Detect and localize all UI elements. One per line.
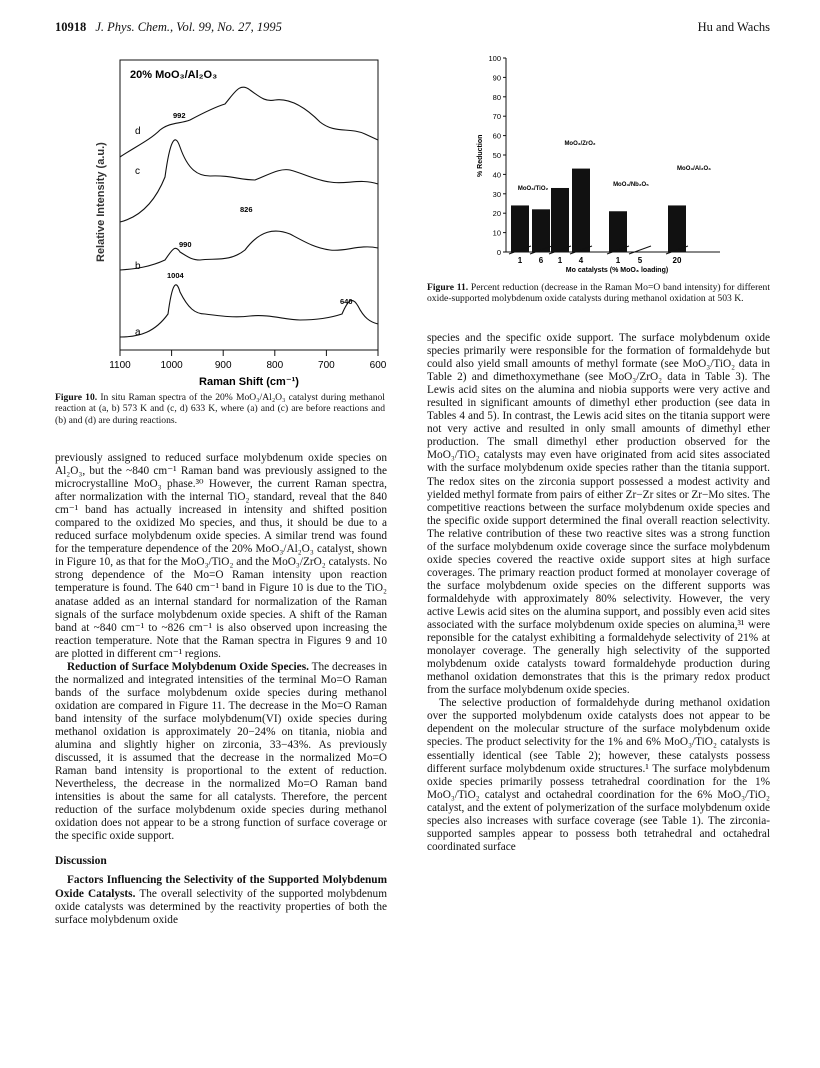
left-column bbox=[55, 452, 387, 927]
y-tick-label-10: 10 bbox=[492, 228, 501, 238]
group-label-1: MoO₃/TiO₂ bbox=[517, 186, 549, 192]
x-tick-900: 900 bbox=[214, 360, 232, 371]
x-tick-label-5: 1 bbox=[615, 256, 621, 265]
y-tick-label-0: 0 bbox=[496, 248, 501, 257]
x-tick-1100: 1100 bbox=[109, 360, 131, 371]
y-tick-label-20: 20 bbox=[492, 209, 501, 219]
figure-11-caption-label: Figure 11. bbox=[427, 282, 469, 293]
sample-label: 20% MoO₃/Al₂O₃ bbox=[130, 69, 218, 81]
y-tick-label-100: 100 bbox=[488, 54, 501, 63]
x-tick-label-1: 1 bbox=[517, 256, 523, 265]
y-tick-label-40: 40 bbox=[492, 170, 501, 180]
raman-spectra-plot bbox=[80, 52, 390, 392]
figure-10-caption-label: Figure 10. bbox=[55, 392, 98, 403]
running-header bbox=[55, 20, 770, 38]
spectrum-trace-a bbox=[120, 285, 378, 337]
y-tick-label-30: 30 bbox=[492, 189, 501, 199]
x-tick-label-2: 6 bbox=[538, 256, 544, 265]
journal-citation: J. Phys. Chem., Vol. 99, No. 27, 1995 bbox=[95, 20, 282, 34]
trace-label-b: b bbox=[135, 261, 141, 272]
figure-11-caption bbox=[427, 282, 770, 305]
left-paragraph-1: previously assigned to reduced surface molybdenum oxide species on Al₂O₃, but the ~840 cm⁻¹ Raman band was previously assigned to the microcrystalline MoO₃ phase.³⁰ However, the current Raman spectra, after normalization with the internal TiO₂ standard, reveal that the 840 cm⁻¹ band has actually increased in intensity and shifted position compared to the oxidized Mo species, and thus, it should be due to a reduced surface molybdenum oxide species. A similar trend was found for the temperature dependence of the 20% MoO₃/Al₂O₃ catalyst, shown in Figure 10, as that for the MoO₃/TiO₂ and the MoO₃/ZrO₂ catalysts. No strong dependence of the Mo=O Raman intensity upon reaction temperature is found. The 640 cm⁻¹ band in Figure 10 is due to the TiO₂ anatase added as an internal standard for normalization of the Raman signals of the surface molybdenum oxide species. A shift of the Raman band at ~840 cm⁻¹ to ~826 cm⁻¹ is also observed upon increasing the reaction temperature. Note that the Raman spectra in Figures 9 and 10 are plotted in different cm⁻¹ regions. bbox=[55, 452, 387, 660]
authors: Hu and Wachs bbox=[697, 20, 770, 34]
chart-x-axis-label: Mo catalysts (% MoO₃ loading) bbox=[565, 267, 669, 274]
right-paragraph-1: species and the specific oxide support. The surface molybdenum oxide species primarily were responsible for the formation of formaldehyde but could also yield small amounts of methyl formate (see MoO₃/TiO₂ data in Table 2) and dimethoxymethane (see MoO₃/ZrO₂ data in Table 3). The Lewis acid sites on the alumina and niobia supports were very active and resulted in significant amounts of dimethyl ether production (see data in Tables 4 and 5). In contrast, the Lewis acid sites on the titania support were not very active and resulted in only small amounts of dimethyl ether production. The small dimethyl ether production observed for the MoO₃/TiO₂ catalysts may even have originated from acid sites associated with the surface molybdenum oxide species rather than the titania support. The redox sites on the zirconia support possessed a modest activity and yielded methyl formate from pairs of either Zr−Zr sites or Zr−Mo sites. The competitive reactions between the surface molybdenum oxide species and the specific oxide support determined the final overall reaction selectivity. The relative contribution of these two reactive sites was a strong function of the surface molybdenum oxide coverage since the surface molybdenum oxide species covered the reactive oxide support sites at high surface coverages. The primary reaction product formed at monolayer coverage of the surface molybdenum oxide species on the different supports was formaldehyde with approximately 80% selectivity. However, the very active Lewis acid sites on the alumina support, and possibly even acid sites associated with the surface molybdenum oxide species on alumina,³¹ were reponsible for the catalyst exhibiting a formaldehyde selectivity of 21% at monolayer coverage. The generally high selectivity of the supported molybdenum oxide catalysts toward formaldehyde production during methanol oxidation demonstrates that this is the primary redox product from the surface molybdenum oxide species. bbox=[427, 332, 770, 697]
y-tick-label-50: 50 bbox=[492, 151, 501, 160]
x-axis-label: Raman Shift (cm⁻¹) bbox=[199, 376, 299, 388]
x-tick-600: 600 bbox=[369, 360, 387, 371]
peak-label-640: 640 bbox=[340, 297, 353, 306]
bar-4 bbox=[572, 169, 590, 252]
y-tick-label-60: 60 bbox=[492, 131, 501, 141]
x-tick-700: 700 bbox=[318, 360, 335, 371]
y-tick-label-80: 80 bbox=[492, 92, 501, 102]
bar-7 bbox=[668, 205, 686, 252]
group-label-2: MoO₃/ZrO₂ bbox=[564, 141, 596, 147]
page-number: 10918 bbox=[55, 20, 87, 34]
group-label-4: MoO₃/Al₂O₃ bbox=[677, 166, 711, 172]
figure-10 bbox=[80, 52, 390, 392]
peak-label-1004: 1004 bbox=[167, 271, 184, 280]
chart-y-axis-label: % Reduction bbox=[477, 134, 484, 177]
right-paragraph-2: The selective production of formaldehyde during methanol oxidation over the supported molybdenum oxide catalysts does not appear to be dependent on the molecular structure of the surface molybdenum oxide species. The product selectivity for the 1% and 6% MoO₃/TiO₂ catalysts is essentially identical (see Table 2); however, these catalysts possess different surface molybdenum oxide structures.¹ The surface molybdenum oxide species primarily possess tetrahedral coordination for the 1% MoO₃/TiO₂ catalyst and octahedral coordination for the 6% MoO₃/TiO₂ catalyst, and the extent of polymerization of the surface molybdenum oxide species also increases with surface coverage (see Table 1). The zirconia-supported samples appear to possess both tetrahedral and octahedral coordinated surface bbox=[427, 697, 770, 853]
trace-label-d: d bbox=[135, 126, 141, 137]
x-tick-1000: 1000 bbox=[160, 360, 183, 371]
right-column bbox=[427, 332, 770, 854]
x-tick-label-6: 5 bbox=[637, 256, 643, 265]
bar-3 bbox=[551, 188, 569, 252]
peak-label-826: 826 bbox=[240, 205, 253, 214]
bar-foot-6 bbox=[629, 246, 651, 254]
x-tick-label-4: 4 bbox=[578, 256, 584, 265]
trace-label-a: a bbox=[135, 327, 141, 338]
chart-bars bbox=[509, 169, 688, 254]
y-tick-label-90: 90 bbox=[492, 73, 501, 83]
peak-label-990: 990 bbox=[179, 240, 192, 249]
group-label-3: MoO₃/Nb₂O₅ bbox=[613, 182, 649, 188]
section-heading-selectivity: Factors Influencing the Selectivity of the Supported Molybdenum Oxide Catalysts. bbox=[55, 874, 387, 900]
figure-10-caption bbox=[55, 392, 385, 426]
bar-2 bbox=[532, 209, 550, 252]
spectrum-trace-b bbox=[120, 231, 378, 270]
section-heading-reduction: Reduction of Surface Molybdenum Oxide Species. bbox=[67, 660, 309, 673]
bar-1 bbox=[511, 205, 529, 252]
left-paragraph-2: Reduction of Surface Molybdenum Oxide Species. The decreases in the normalized and integrated intensities of the terminal Mo=O Raman bands of the surface molybdenum oxide species during methanol oxidation are compared in Figure 11. The decrease in the Mo=O Raman band intensity of the surface molybdenum(VI) oxide species during methanol oxidation is approximately 20−24% on titania, niobia and alumina and slightly higher on zirconia, 33−43%. As previously discussed, it is assumed that the decrease in the normalized Mo=O Raman band intensity is proportional to the extent of reduction. Nevertheless, the decrease in the normalized Mo=O Raman band intensities is about the same for all catalysts. Therefore, the percent reduction of the surface molybdenum oxide species during methanol oxidation does not appear to be a strong function of surface coverage or the specific oxide support. bbox=[55, 660, 387, 843]
peak-label-992: 992 bbox=[173, 111, 186, 120]
y-tick-label-70: 70 bbox=[492, 112, 501, 122]
figure-11-caption-text: Percent reduction (decrease in the Raman Mo=O band intensity) for different oxide-supported molybdenum oxide catalysts during methanol oxidation at 503 K. bbox=[427, 282, 770, 305]
trace-label-c: c bbox=[135, 166, 140, 177]
x-tick-label-7: 20 bbox=[672, 256, 682, 265]
spectrum-trace-d bbox=[120, 87, 378, 157]
bar-5 bbox=[609, 211, 627, 252]
x-tick-800: 800 bbox=[266, 360, 284, 371]
left-paragraph-3: Factors Influencing the Selectivity of the Supported Molybdenum Oxide Catalysts. The overall selectivity of the supported molybdenum oxide catalysts was determined by the reactivity properties of both the surface molybdenum oxide bbox=[55, 874, 387, 926]
percent-reduction-chart bbox=[470, 48, 730, 276]
discussion-heading: Discussion bbox=[55, 855, 107, 868]
figure-11 bbox=[470, 48, 730, 276]
figure-10-caption-text: In situ Raman spectra of the 20% MoO₃/Al₂O₃ catalyst during methanol reaction at (a, b) 573 K and (c, d) 633 K, where (a) and (c) are before reactions and (b) and (d) are during reactions. bbox=[55, 392, 385, 426]
y-axis-label: Relative Intensity (a.u.) bbox=[95, 142, 107, 262]
x-tick-label-3: 1 bbox=[557, 256, 563, 265]
